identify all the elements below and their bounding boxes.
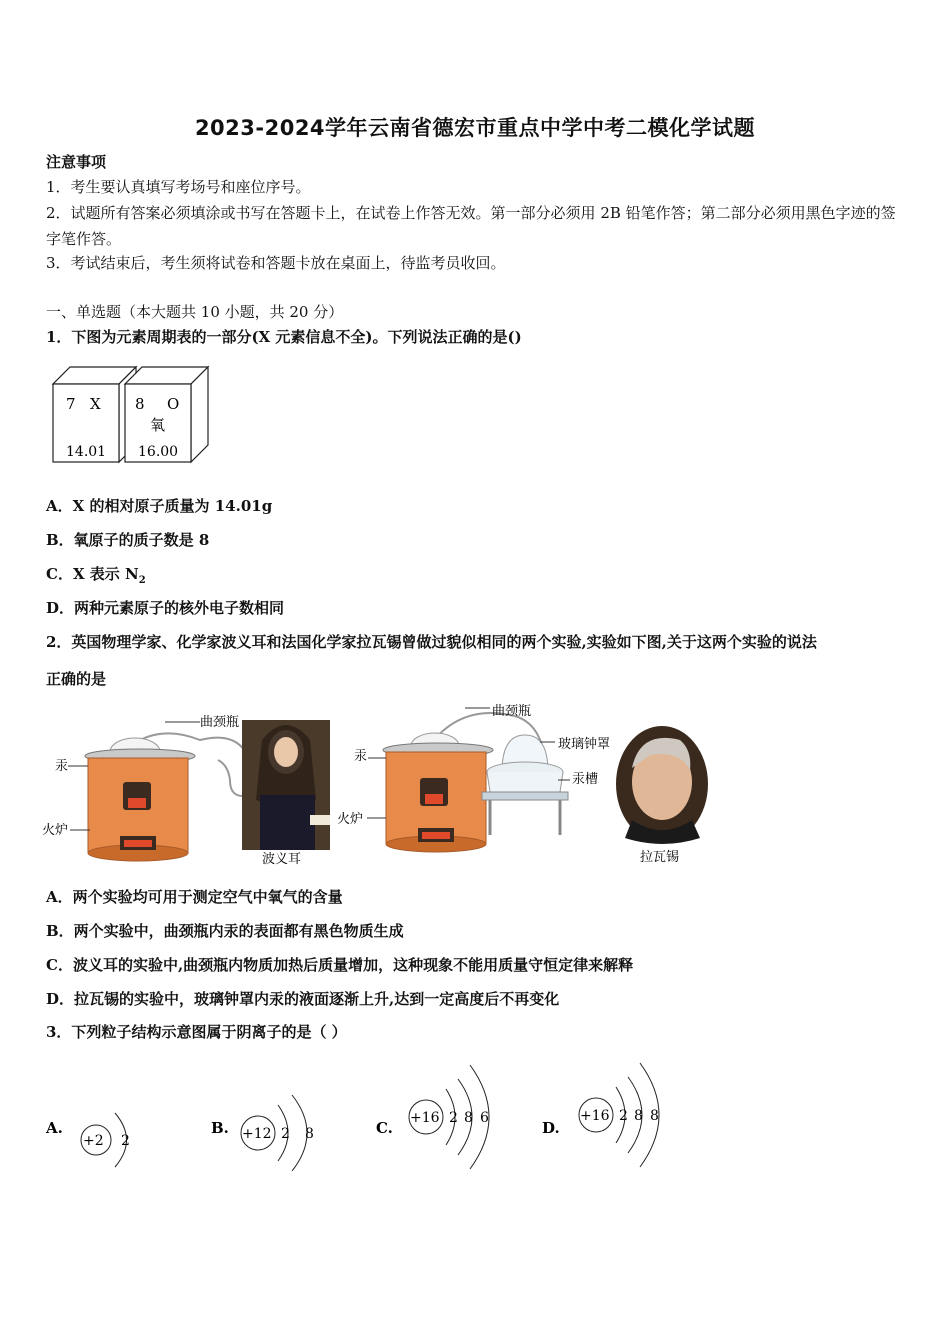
q2-option-b: B．两个实验中，曲颈瓶内汞的表面都有黑色物质生成: [46, 922, 404, 940]
label-furnace-1: 火炉: [42, 823, 69, 838]
q3-option-c-shell-1: 2: [449, 1110, 458, 1126]
cell-o-name: 氧: [150, 416, 166, 434]
cell-x-symbol: X: [90, 395, 101, 413]
q3-option-d-letter: D.: [542, 1119, 560, 1137]
notice-item-2: 2．试题所有答案必须填涂或书写在答题卡上，在试卷上作答无效。第一部分必须用 2B 铅笔作答；第二部分必须用黑色字迹的签字笔作答。: [46, 204, 896, 248]
q3-stem: 3．下列粒子结构示意图属于阴离子的是（ ）: [46, 1023, 347, 1041]
q2-option-c: C．波义耳的实验中,曲颈瓶内物质加热后质量增加，这种现象不能用质量守恒定律来解释: [46, 956, 634, 974]
q1-option-c: [46, 563, 146, 586]
q3-option-c-nucleus: +16: [410, 1110, 440, 1126]
q3-option-b-shell-2: 8: [305, 1126, 314, 1142]
q3-option-a-nucleus: +2: [83, 1133, 104, 1149]
periodic-table-figure: [50, 362, 215, 467]
cell-x-mass: 14.01: [66, 444, 107, 460]
q1-option-c-subscript: 2: [138, 575, 146, 586]
particle-option-d: [542, 1063, 659, 1167]
lavoisier-apparatus: [367, 708, 570, 852]
experiment-figure: [40, 700, 730, 875]
q1-option-b: B．氧原子的质子数是 8: [46, 531, 210, 549]
particle-diagrams: [40, 1055, 680, 1180]
label-mercury-1: 汞: [55, 759, 69, 774]
cell-o-symbol: O: [167, 395, 180, 413]
section-heading: 一、单选题（本大题共 10 小题，共 20 分）: [46, 303, 344, 321]
notice-item-1: 1．考生要认真填写考场号和座位序号。: [46, 178, 311, 196]
q2-stem-line1: 2．英国物理学家、化学家波义耳和法国化学家拉瓦锡曾做过貌似相同的两个实验,实验如下图,关于这两个实验的说法: [46, 633, 817, 651]
label-mercury-2: 汞: [354, 749, 368, 764]
q3-option-a-shell-1: 2: [121, 1133, 130, 1149]
element-cell-x: [53, 367, 136, 462]
particle-option-c: [376, 1065, 489, 1169]
notice-heading: 注意事项: [46, 153, 107, 171]
label-furnace-2: 火炉: [337, 812, 364, 827]
q3-option-b-letter: B.: [211, 1119, 229, 1137]
q3-option-d-shell-1: 2: [619, 1108, 628, 1124]
label-bell-jar: 玻璃钟罩: [558, 737, 611, 752]
q3-option-d-shell-3: 8: [650, 1108, 659, 1124]
q3-option-d-nucleus: +16: [580, 1108, 610, 1124]
label-flask-1: 曲颈瓶: [200, 715, 240, 730]
q1-option-a: A．X 的相对原子质量为 14.01g: [46, 497, 273, 515]
q2-option-a: A．两个实验均可用于测定空气中氧气的含量: [46, 888, 343, 906]
boyle-portrait: [242, 720, 330, 850]
label-flask-2: 曲颈瓶: [492, 704, 532, 719]
cell-o-number: 8: [135, 395, 145, 413]
lavoisier-portrait: [616, 726, 708, 844]
q3-option-b-shell-1: 2: [281, 1126, 290, 1142]
particle-option-a: [45, 1113, 130, 1167]
cell-o-mass: 16.00: [138, 444, 179, 460]
q3-option-c-shell-3: 6: [480, 1110, 489, 1126]
page-title: 2023-2024学年云南省德宏市重点中学中考二模化学试题: [194, 116, 756, 140]
q3-option-b-nucleus: +12: [242, 1126, 272, 1142]
q3-option-d-shell-2: 8: [634, 1108, 643, 1124]
q2-option-d: D．拉瓦锡的实验中，玻璃钟罩内汞的液面逐渐上升,达到一定高度后不再变化: [46, 990, 560, 1008]
q1-option-c-text: C．X 表示 N: [46, 565, 139, 583]
label-boyle: 波义耳: [262, 852, 302, 867]
q3-option-c-shell-2: 8: [464, 1110, 473, 1126]
element-cell-o: [125, 367, 208, 462]
label-lavoisier: 拉瓦锡: [640, 850, 680, 865]
q3-option-a-letter: A.: [46, 1119, 63, 1137]
label-trough: 汞槽: [572, 772, 599, 787]
cell-x-number: 7: [66, 395, 76, 413]
boyle-apparatus: [68, 722, 250, 861]
q1-stem: 1．下图为元素周期表的一部分(X 元素信息不全)。下列说法正确的是(): [46, 328, 522, 346]
q3-option-c-letter: C.: [376, 1119, 393, 1137]
particle-option-b: [211, 1095, 314, 1171]
q1-option-d: D．两种元素原子的核外电子数相同: [46, 599, 285, 617]
q2-stem-line2: 正确的是: [46, 670, 107, 688]
notice-item-3: 3．考试结束后，考生须将试卷和答题卡放在桌面上，待监考员收回。: [46, 254, 506, 272]
